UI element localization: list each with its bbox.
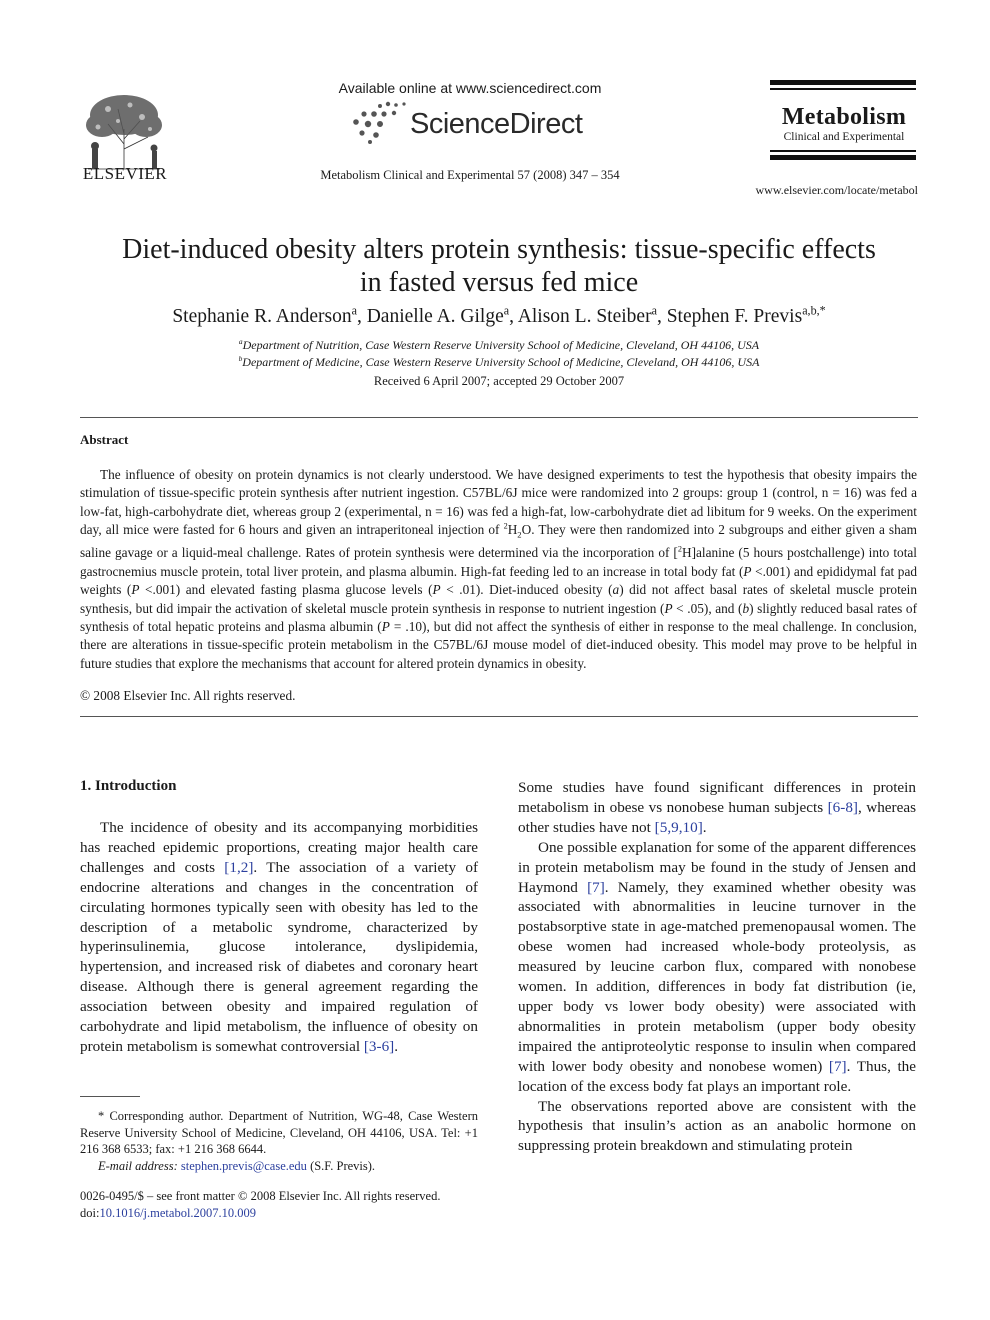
journal-subtitle: Clinical and Experimental bbox=[783, 131, 905, 143]
title-line-2: in fasted versus fed mice bbox=[359, 267, 639, 298]
divider bbox=[80, 716, 918, 717]
front-matter-info bbox=[80, 1188, 500, 1221]
abstract-copyright: © 2008 Elsevier Inc. All rights reserved. bbox=[80, 688, 296, 703]
abstract-heading: Abstract bbox=[80, 432, 129, 447]
author-separator: , bbox=[356, 306, 367, 327]
body-paragraph: One possible explanation for some of the apparent differences in protein metabolism may be found in the study of Jensen and Haymond [7]. Namely, they examined whether obesity was associated with abnormalities in leucine turnover in the postabsorptive state in age-matched premenopausal women. The obese women had increased whole-body proteolysis, as measured by leucine carbon flux, compared with nonobese women. In addition, differences in body fat distribution (ie, upper body vs lower body obesity) were associated with abnormalities in protein metabolism (upper body obesity impaired the antiproteolytic response to insulin when compared with lower body obesity and nonobese women) [7]. Thus, the location of the excess body fat plays an important role. bbox=[518, 838, 917, 1095]
author-separator: , bbox=[509, 306, 518, 327]
citation-link[interactable]: [6-8] bbox=[827, 798, 858, 816]
available-online-text[interactable]: Available online at www.sciencedirect.com bbox=[338, 80, 602, 96]
received-dates: Received 6 April 2007; accepted 29 October 2007 bbox=[373, 374, 625, 388]
doi-label: doi: bbox=[80, 1205, 100, 1220]
sciencedirect-wordmark: ScienceDirect bbox=[410, 108, 583, 140]
author-name: Danielle A. Gilge bbox=[366, 306, 504, 327]
email-suffix: (S.F. Previs). bbox=[306, 1158, 376, 1173]
author-affiliation-mark: a bbox=[651, 303, 657, 318]
author-name: Stephen F. Previs bbox=[666, 306, 803, 327]
affiliation-text: Department of Nutrition, Case Western Reserve University School of Medicine, Cleveland, OH 44106, USA bbox=[242, 338, 760, 352]
email-label: E-mail address: bbox=[98, 1158, 178, 1173]
journal-citation: Metabolism Clinical and Experimental 57 (2008) 347 – 354 bbox=[320, 168, 620, 182]
masthead-rule bbox=[770, 150, 916, 152]
body-paragraph: Some studies have found significant differences in protein metabolism in obese vs nonobese human subjects [6-8], whereas other studies have not [5,9,10]. bbox=[518, 779, 916, 836]
article-title bbox=[80, 233, 918, 299]
body-paragraph: The incidence of obesity and its accompanying morbidities has reached epidemic proportions, creating major health care challenges and costs [1,2]. The association of a variety of endocrine alterations and changes in the concentration of circulating hormones typically seen with obesity has led to the description of a metabolic syndrome, characterized by hyperinsulinemia, glucose intolerance, dyslipidemia, hypertension, and increased risk of diabetes and coronary heart disease. Although there is general agreement regarding the association between obesity and impaired regulation of carbohydrate and lipid metabolism, the influence of obesity on protein metabolism is somewhat controversial [3-6]. bbox=[80, 819, 479, 1055]
citation-link[interactable]: [3-6] bbox=[363, 1037, 395, 1055]
citation-link[interactable]: [7] bbox=[587, 878, 605, 896]
masthead-rule bbox=[770, 88, 916, 90]
right-column bbox=[518, 778, 916, 1156]
citation-link[interactable]: [1,2] bbox=[224, 858, 254, 876]
citation-link[interactable]: [5,9,10] bbox=[654, 818, 703, 836]
journal-url[interactable]: www.elsevier.com/locate/metabol bbox=[755, 183, 918, 197]
section-heading-introduction: 1. Introduction bbox=[80, 778, 177, 794]
elsevier-wordmark: ELSEVIER bbox=[82, 164, 168, 183]
affiliation-b bbox=[80, 355, 918, 370]
masthead-rule bbox=[770, 80, 916, 85]
title-line-1: Diet-induced obesity alters protein synthesis: tissue-specific effects bbox=[122, 234, 876, 265]
journal-title: Metabolism bbox=[781, 104, 907, 130]
doi-line bbox=[80, 1205, 500, 1222]
issn-line: 0026-0495/$ – see front matter © 2008 Elsevier Inc. All rights reserved. bbox=[80, 1189, 441, 1203]
citation-link[interactable]: [7] bbox=[828, 1057, 847, 1075]
abstract-paragraph: The influence of obesity on protein dynamics is not clearly understood. We have designed experiments to test the hypothesis that obesity impairs the stimulation of tissue-specific protein synthesis after nutrient ingestion. C57BL/6J mice were randomized into 2 groups: group 1 (control, n = 16) was fed a low-fat, high-carbohydrate diet, whereas group 2 (experimental, n = 16) was fed a high-fat, low-carbohydrate diet ad libitum for 9 weeks. On the experiment day, all mice were fasted for 6 hours and given an intraperitoneal injection of $^2H_2O$. They were then randomized into 2 subgroups and either given a sham saline gavage or a liquid-meal challenge. Rates of protein synthesis were determined via the incorporation of [$^2$H]alanine (5 hours postchallenge) into total gastrocnemius muscle protein, total liver protein, and plasma albumin. High-fat feeding led to an increase in total body fat (P <.001) and epididymal fat pad weights (P <.001) and elevated fasting plasma glucose levels (P < .01). Diet-induced obesity (a) did not affect basal rates of skeletal muscle protein synthesis, but did impair the activation of skeletal muscle protein synthesis in response to nutrient ingestion (P < .05), and (b) slightly reduced basal rates of synthesis of total hepatic proteins and plasma albumin (P = .10), but did not affect the synthesis of either in response to the meal challenge. In conclusion, there are alterations in tissue-specific protein metabolism in the C57BL/6J mouse model of diet-induced obesity. This model may prove to be helpful in future studies that explore the mechanisms that account for altered protein dynamics in obesity. bbox=[80, 467, 918, 671]
abstract-body bbox=[80, 466, 917, 673]
author-affiliation-mark: a bbox=[351, 303, 357, 318]
footnote-text: * Corresponding author. Department of Nutrition, WG-48, Case Western Reserve University School of Medicine, Cleveland, OH 44106, USA. Tel: +1 216 368 6533; fax: +1 216 368 6644. bbox=[80, 1109, 478, 1157]
author-separator: , bbox=[656, 306, 667, 327]
masthead-rule bbox=[770, 155, 916, 160]
author-list bbox=[80, 303, 918, 328]
author-name: Alison L. Steiber bbox=[517, 306, 652, 327]
email-link[interactable]: stephen.previs@case.edu bbox=[180, 1158, 307, 1173]
author-affiliation-mark: a,b,* bbox=[802, 303, 826, 318]
affiliation-text: Department of Medicine, Case Western Reserve University School of Medicine, Cleveland, OH 44106, USA bbox=[242, 355, 760, 369]
body-paragraph: The observations reported above are consistent with the hypothesis that insulin’s action as an anabolic hormone on suppressing protein breakdown and stimulating protein bbox=[518, 1097, 916, 1155]
footnote-email-line bbox=[80, 1158, 478, 1175]
author-name: Stephanie R. Anderson bbox=[172, 306, 352, 327]
affiliation-mark: a bbox=[238, 337, 243, 346]
footnote-rule bbox=[80, 1096, 140, 1097]
author-affiliation-mark: a bbox=[503, 303, 510, 318]
doi-link[interactable]: 10.1016/j.metabol.2007.10.009 bbox=[99, 1205, 257, 1220]
divider bbox=[80, 417, 918, 418]
left-column bbox=[80, 818, 478, 1057]
affiliation-mark: b bbox=[238, 354, 243, 363]
affiliation-a bbox=[80, 338, 918, 353]
corresponding-author-footnote bbox=[80, 1108, 478, 1174]
